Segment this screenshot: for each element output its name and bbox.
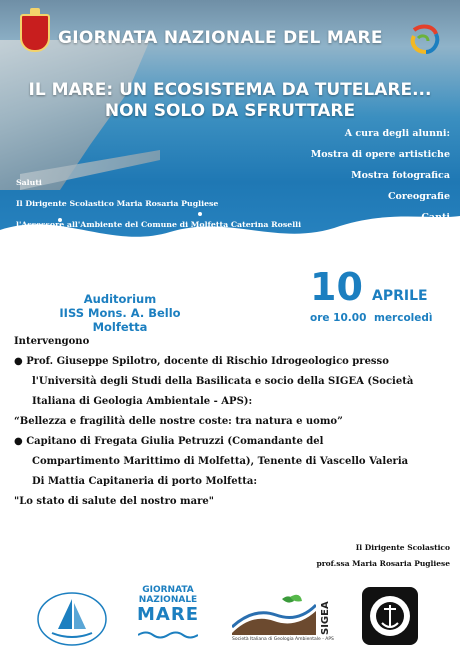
sigea-name: SIGEA <box>320 601 331 635</box>
signature-role: Il Dirigente Scolastico <box>355 543 450 552</box>
speaker-2-line: ● Capitano di Fregata Giulia Petruzzi (Comandante del <box>14 436 324 447</box>
event-weekday: mercoledì <box>374 312 433 324</box>
gnm-logo-line-3: MARE <box>137 604 199 625</box>
venue-block <box>30 292 210 334</box>
signature-block <box>300 540 450 572</box>
sigea-subtitle: Società Italiana di Geologia Ambientale - APS <box>232 637 334 642</box>
speaker-1-line: ● Prof. Giuseppe Spilotro, docente di Rischio Idrogeologico presso <box>14 356 389 367</box>
date-month: APRILE <box>372 288 428 304</box>
gnm-logo-line-1: GIORNATA <box>142 585 194 595</box>
event-subtitle <box>0 80 460 122</box>
city-crest-logo <box>20 14 50 52</box>
page-title: GIORNATA NAZIONALE DEL MARE <box>58 28 383 48</box>
sigea-emblem-icon <box>232 593 316 635</box>
activity-item: Mostra fotografica <box>351 170 450 181</box>
venue-school: IISS Mons. A. Bello Molfetta <box>59 306 181 334</box>
speaker-1-line: Italiana di Geologia Ambientale - APS): <box>32 396 253 407</box>
talk-2-title: "Lo stato di salute del nostro mare" <box>14 496 214 507</box>
greetings-line: l'Assessore all'Ambiente del Comune di Molfetta Caterina Roselli <box>16 220 302 229</box>
greetings-heading: Saluti <box>16 178 42 187</box>
subtitle-line-1: IL MARE: UN ECOSISTEMA DA TUTELARE... <box>28 80 432 100</box>
venue-name: Auditorium <box>83 292 157 306</box>
partner-logos <box>0 585 460 650</box>
talk-1-title: “Bellezza e fragilità delle nostre coste: tra natura e uomo” <box>14 416 343 427</box>
date-day: 10 <box>310 265 363 309</box>
activity-item: Coreografie <box>387 191 450 202</box>
sigea-logo <box>232 593 332 647</box>
event-time: ore 10.00 <box>310 312 367 324</box>
program-section <box>14 332 454 512</box>
speaker-2-line: Compartimento Marittimo di Molfetta), Tenente di Vascello Valeria <box>32 456 409 467</box>
speaker-2-line: Di Mattia Capitaneria di porto Molfetta: <box>32 476 258 487</box>
speaker-1-line: l'Università degli Studi della Basilicata e socio della SIGEA (Società <box>32 376 414 387</box>
subtitle-line-2: NON SOLO DA SFRUTTARE <box>104 101 356 121</box>
gnm-logo-line-2: NAZIONALE <box>138 595 198 605</box>
greetings-line: Il Dirigente Scolastico Maria Rosaria Pugliese <box>16 199 219 208</box>
gnm-logo <box>128 585 208 649</box>
greetings-section <box>16 178 326 241</box>
settimana-blu-logo <box>34 589 110 647</box>
activities-heading: A cura degli alunni: <box>344 128 450 139</box>
signature-name: prof.ssa Maria Rosaria Pugliese <box>316 559 450 568</box>
program-heading: Intervengono <box>14 336 90 347</box>
activity-item: Mostra di opere artistiche <box>310 149 450 160</box>
activity-item: Canti <box>421 212 450 223</box>
guardia-costiera-logo <box>362 587 418 645</box>
gnm-swirl-logo <box>408 22 442 56</box>
gnm-wave-icon <box>138 630 198 640</box>
